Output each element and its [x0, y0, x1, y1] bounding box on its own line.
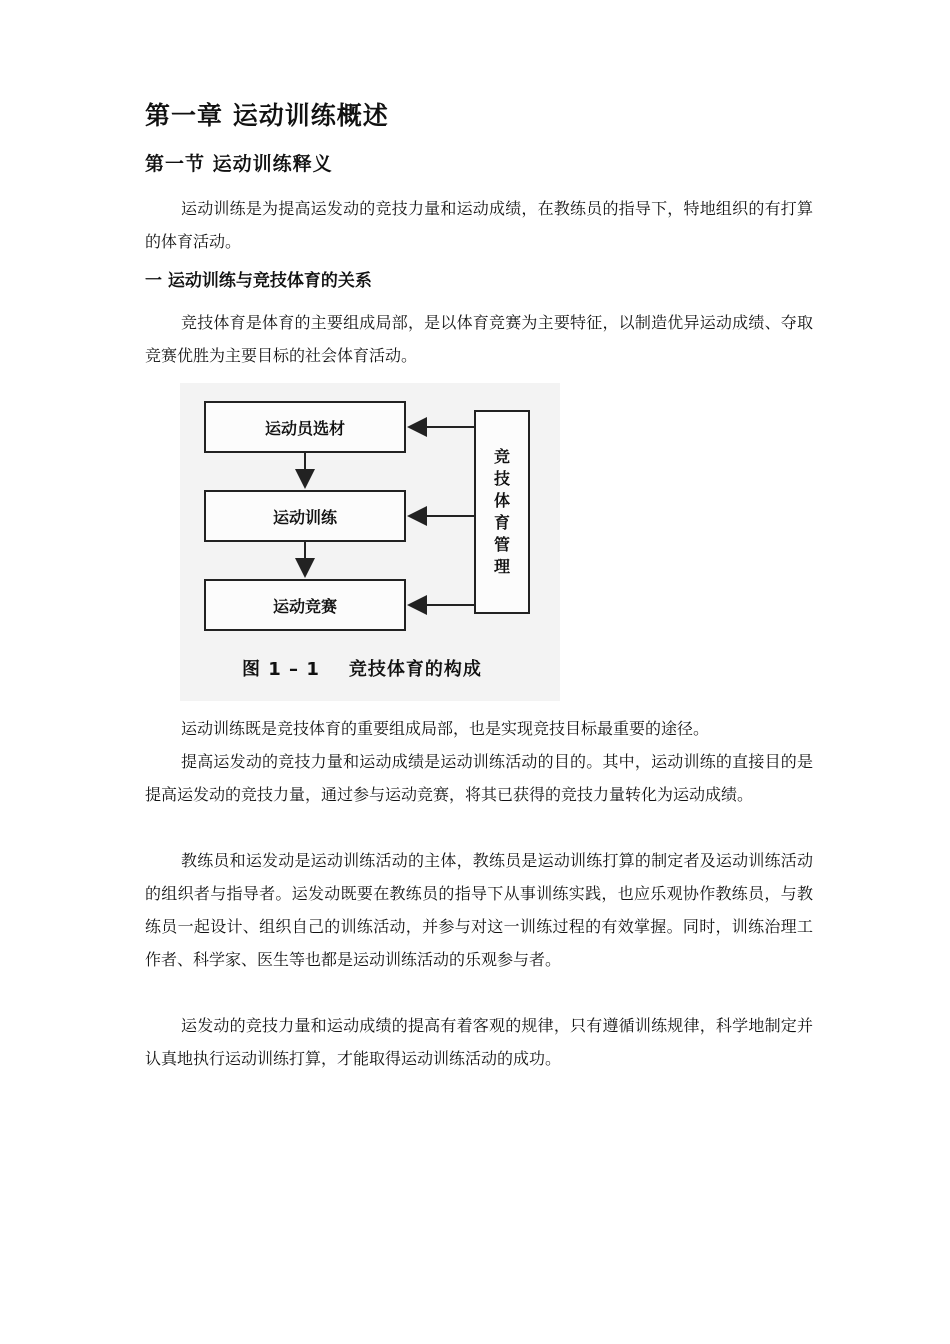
figure-box-competition: 运动竞赛 [204, 579, 406, 631]
paragraph-training-laws: 运发动的竞技力量和运动成绩的提高有着客观的规律，只有遵循训练规律，科学地制定并认真地执行运动训练打算，才能取得运动训练活动的成功。 [145, 1016, 813, 1068]
management-char: 理 [493, 557, 510, 576]
management-char: 体 [493, 491, 510, 510]
subsection-title: 一 运动训练与竞技体育的关系 [145, 271, 372, 291]
management-char: 竞 [493, 447, 510, 466]
management-char: 育 [493, 513, 510, 532]
relation-paragraph: 竞技体育是体育的主要组成局部，是以体育竞赛为主要特征，以制造优异运动成绩、夺取竞赛优胜为主要目标的社会体育活动。 [145, 313, 813, 365]
paragraph-training-subjects: 教练员和运发动是运动训练活动的主体，教练员是运动训练打算的制定者及运动训练活动的组织者与指导者。运发动既要在教练员的指导下从事训练实践，也应乐观协作教练员，与教练员一起设计、组织自己的训练活动，并参与对这一训练过程的有效掌握。同时，训练治理工作者、科学家、医生等也都是运动训练活动的乐观参与者。 [145, 851, 813, 969]
figure-box-training: 运动训练 [204, 490, 406, 542]
chapter-title: 第一章 运动训练概述 [145, 101, 389, 130]
figure-arrows [180, 383, 560, 701]
section-title: 第一节 运动训练释义 [145, 153, 333, 175]
figure-sports-structure [180, 383, 560, 701]
paragraph-training-purpose: 提高运发动的竞技力量和运动成绩是运动训练活动的目的。其中，运动训练的直接目的是提高运发动的竞技力量，通过参与运动竞赛，将其已获得的竞技力量转化为运动成绩。 [145, 752, 813, 804]
paragraph-training-role: 运动训练既是竞技体育的重要组成局部，也是实现竞技目标最重要的途径。 [181, 719, 710, 738]
management-char: 技 [493, 469, 510, 488]
figure-box-athlete-selection: 运动员选材 [204, 401, 406, 453]
figure-caption: 图 1 – 1 竞技体育的构成 [242, 659, 482, 680]
intro-paragraph: 运动训练是为提高运发动的竞技力量和运动成绩，在教练员的指导下，特地组织的有打算的体育活动。 [145, 199, 813, 251]
management-char: 管 [493, 535, 510, 554]
